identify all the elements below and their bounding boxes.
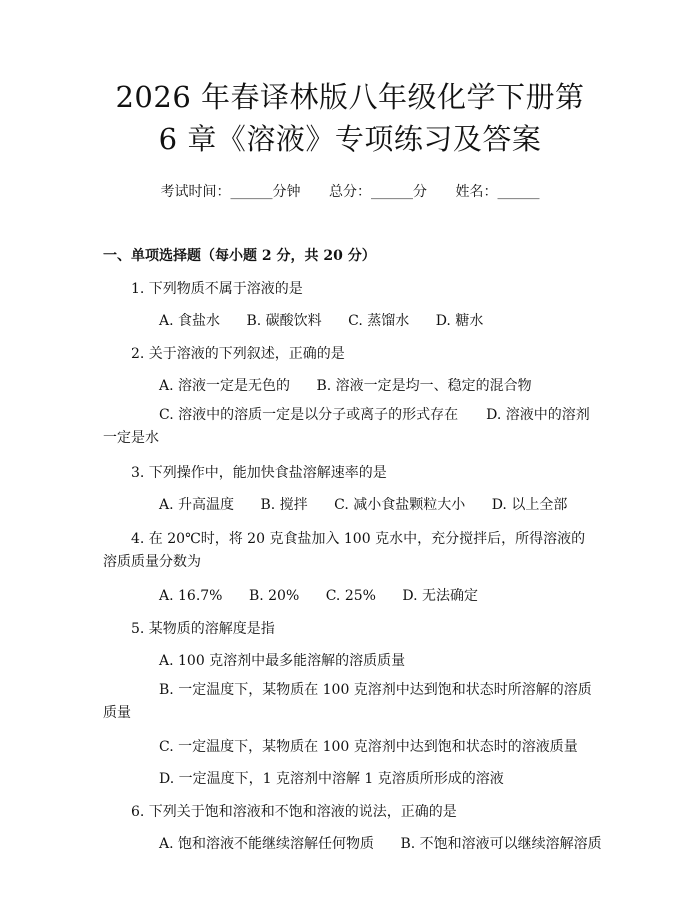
question-2-options — [103, 376, 597, 396]
option-d: D. 无法确定 — [402, 588, 479, 604]
option-d: D. 糖水 — [435, 313, 484, 329]
question-1: 1. 下列物质不属于溶液的是 — [131, 281, 303, 297]
exam-name-field: 姓名：______ — [455, 184, 540, 200]
option-b: B. 20% — [248, 588, 300, 604]
question-4: 4. 在 20℃时，将 20 克食盐加入 100 克水中，充分搅拌后，所得溶液的溶质质量分数为 — [103, 531, 586, 570]
question-2: 2. 关于溶液的下列叙述，正确的是 — [131, 346, 345, 362]
question-3: 3. 下列操作中，能加快食盐溶解速率的是 — [131, 465, 387, 481]
option-a: A. 饱和溶液不能继续溶解任何物质 — [159, 836, 375, 852]
exam-meta — [103, 182, 597, 202]
question-1-options — [103, 311, 597, 331]
option-b: B. 不饱和溶液可以继续溶解溶质 — [400, 836, 602, 852]
question-5: 5. 某物质的溶解度是指 — [131, 621, 275, 637]
question-6: 6. 下列关于饱和溶液和不饱和溶液的说法，正确的是 — [131, 804, 457, 820]
option-a: A. 升高温度 — [159, 497, 235, 513]
option-a: A. 溶液一定是无色的 — [159, 378, 291, 394]
option-c: C. 蒸馏水 — [348, 313, 410, 329]
question-6-options — [103, 834, 602, 854]
exam-time-field: 考试时间：______分钟 — [160, 184, 301, 200]
option-b: B. 一定温度下，某物质在 100 克溶剂中达到饱和状态时所溶解的溶质质量 — [103, 682, 592, 721]
option-b: B. 搅拌 — [260, 497, 308, 513]
question-4-options — [103, 586, 597, 606]
option-c: C. 25% — [325, 588, 376, 604]
option-c: C. 减小食盐颗粒大小 — [334, 497, 466, 513]
option-d: D. 以上全部 — [491, 497, 568, 513]
option-a: A. 100 克溶剂中最多能溶解的溶质质量 — [159, 653, 406, 669]
section-heading: 一、单项选择题（每小题 2 分，共 20 分） — [103, 248, 376, 264]
option-b: B. 碳酸饮料 — [246, 313, 322, 329]
question-3-options — [103, 495, 597, 515]
option-d: D. 一定温度下，1 克溶剂中溶解 1 克溶质所形成的溶液 — [159, 771, 504, 787]
option-a: A. 食盐水 — [159, 313, 221, 329]
exam-score-field: 总分：______分 — [329, 184, 427, 200]
question-2-options-cd: C. 溶液中的溶质一定是以分子或离子的形式存在 D. 溶液中的溶剂一定是水 — [103, 407, 590, 446]
option-c: C. 一定温度下，某物质在 100 克溶剂中达到饱和状态时的溶液质量 — [159, 739, 578, 755]
option-b: B. 溶液一定是均一、稳定的混合物 — [316, 378, 532, 394]
option-a: A. 16.7% — [159, 588, 223, 604]
document-title: 2026 年春译林版八年级化学下册第 6 章《溶液》专项练习及答案 — [115, 80, 585, 156]
